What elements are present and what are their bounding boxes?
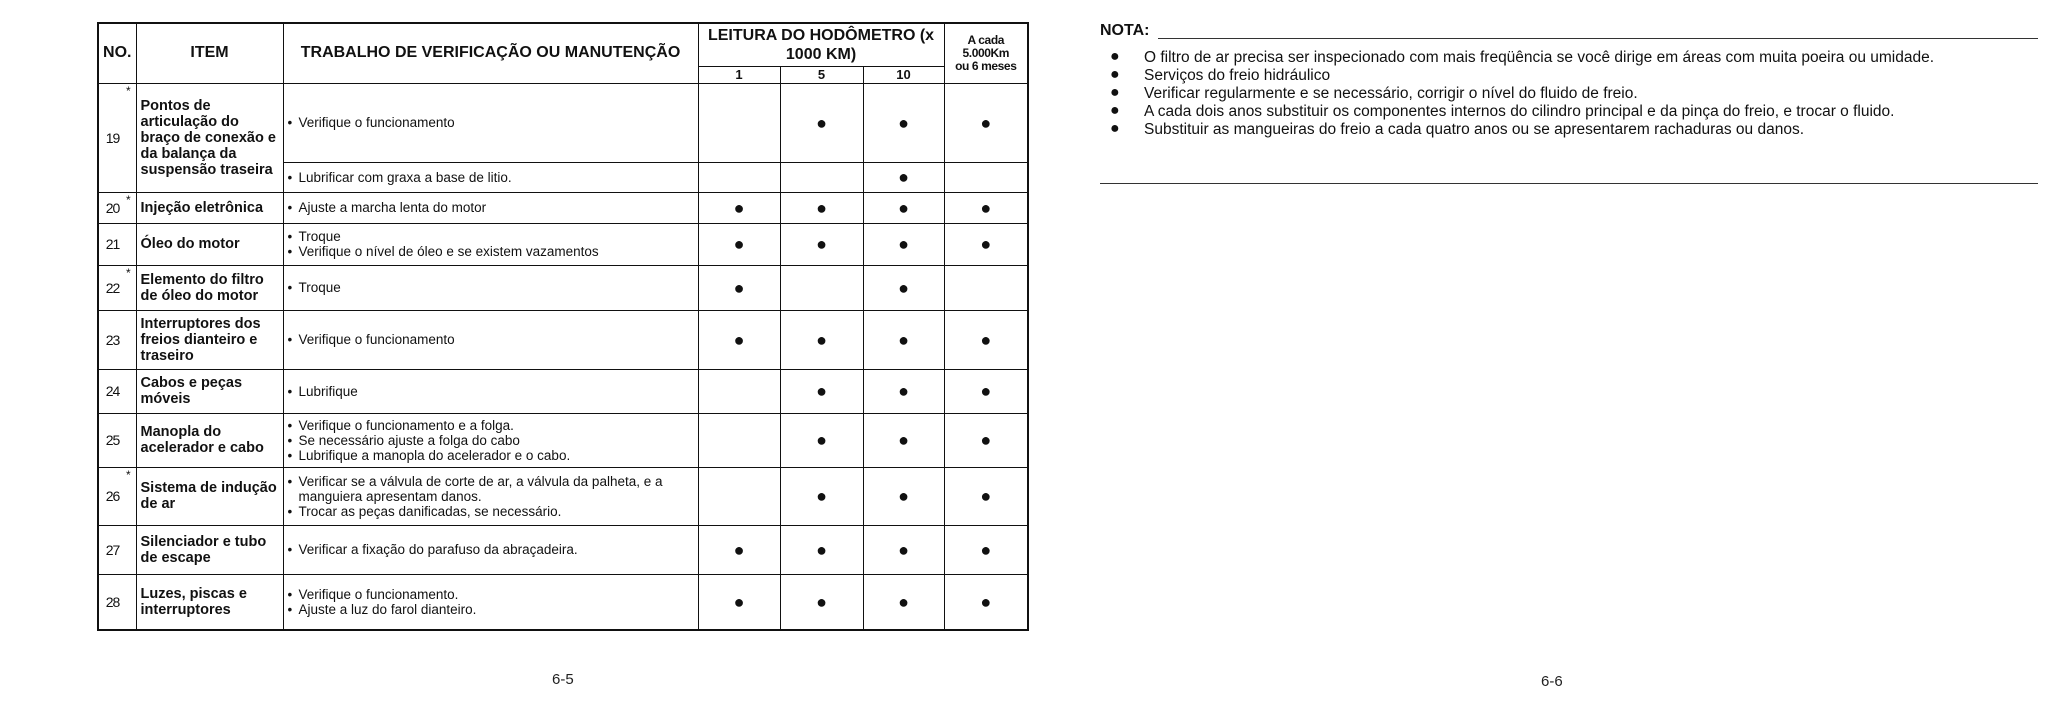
mark-cell-each-5000km [944,83,1028,162]
mark-cell-each-5000km [944,574,1028,630]
nota-bullet: ● [1110,120,1120,137]
nota-text: A cada dois anos substituir os componentes internos do cilindro principal e da pinça do freio, e trocar o fluido. [1144,103,1895,120]
row-star-marker: * [126,265,136,310]
row-item: Manopla do acelerador e cabo [136,413,283,467]
row-star-marker [126,413,136,467]
bullet-mark: ● [898,277,909,298]
row-number: 26 [98,467,126,525]
mark-cell-km-10 [863,413,944,467]
bullet-mark: ● [898,486,909,506]
table-row [98,310,1028,369]
row-star-marker [126,223,136,265]
table-row [98,192,1028,223]
row-task [283,192,698,223]
nota-text: Verificar regularmente e se necessário, corrigir o nível do fluido de freio. [1144,85,1638,102]
mark-cell-each-5000km [944,467,1028,525]
bullet-mark: ● [733,539,745,560]
bullet-mark: ● [733,591,745,612]
row-task [283,369,698,413]
task-line: • Trocar as peças danificadas, se necessário. [288,504,694,519]
row-item: Pontos de articulação do braço de conexão e da balança da suspensão traseira [136,83,283,192]
task-line: • Verifique o funcionamento e a folga. [288,418,694,433]
row-item: Silenciador e tubo de escape [136,525,283,574]
task-line: • Troque [288,280,694,295]
row-number: 25 [98,413,126,467]
table-row [98,413,1028,467]
bullet-mark: ● [898,112,909,133]
bullet-mark: ● [816,591,827,612]
task-line: • Verificar a fixação do parafuso da abraçadeira. [288,542,694,557]
mark-cell-each-5000km [944,369,1028,413]
mark-cell-km-10 [863,310,944,369]
bullet-mark: ● [816,430,827,450]
mark-cell-each-5000km [944,413,1028,467]
row-star-marker: * [126,467,136,525]
table-row [98,467,1028,525]
nota-item [1110,85,2035,102]
bullet-mark: ● [898,197,909,218]
bullet-mark: ● [816,234,827,254]
task-line: • Verificar se a válvula de corte de ar, a válvula da palheta, e a manguiera apresentam danos. [288,474,694,504]
mark-cell-km-5 [780,162,863,192]
bullet-mark: ● [898,539,909,560]
row-item: Elemento do filtro de óleo do motor [136,265,283,310]
row-star-marker [126,310,136,369]
mark-cell-km-10 [863,369,944,413]
table-row [98,223,1028,265]
table-header-row [98,23,1028,66]
mark-cell-km-5 [780,223,863,265]
mark-cell-km-1 [698,525,780,574]
task-line: • Se necessário ajuste a folga do cabo [288,433,694,448]
row-number: 28 [98,574,126,630]
mark-cell-km-1 [698,265,780,310]
mark-cell-km-1 [698,467,780,525]
bullet-mark: ● [980,539,992,560]
right-page-number: 6-6 [1541,673,1563,690]
row-star-marker [126,574,136,630]
header-each-line2: 5.000Km [962,45,1010,60]
row-task [283,467,698,525]
mark-cell-km-10 [863,223,944,265]
nota-text: O filtro de ar precisa ser inspecionado com mais freqüência se você dirige em áreas com muita poeira ou umidade. [1144,49,1935,66]
bullet-mark: ● [733,329,745,350]
mark-cell-km-10 [863,162,944,192]
row-number: 21 [98,223,126,265]
table-row [98,369,1028,413]
mark-cell-km-10 [863,525,944,574]
mark-cell-km-1 [698,162,780,192]
table-row [98,83,1028,162]
header-each-line1: A cada [967,32,1005,47]
mark-cell-km-1 [698,574,780,630]
bullet-mark: ● [980,234,992,254]
nota-bullet: ● [1110,102,1120,119]
header-odometer: LEITURA DO HODÔMETRO (x 1000 KM) [698,23,944,66]
task-line: • Verifique o funcionamento [288,332,694,347]
table-row [98,525,1028,574]
row-task [283,162,698,192]
mark-cell-each-5000km [944,162,1028,192]
bullet-mark: ● [898,167,909,187]
bullet-mark: ● [733,234,745,254]
mark-cell-km-5 [780,310,863,369]
row-star-marker [126,525,136,574]
header-each-interval [944,23,1028,83]
bullet-mark: ● [816,329,827,350]
mark-cell-each-5000km [944,525,1028,574]
row-task [283,223,698,265]
mark-cell-each-5000km [944,223,1028,265]
bullet-mark: ● [898,381,909,401]
mark-cell-km-10 [863,83,944,162]
header-km-1: 1 [698,66,780,83]
mark-cell-km-5 [780,192,863,223]
table-row [98,574,1028,630]
mark-cell-each-5000km [944,192,1028,223]
mark-cell-km-10 [863,467,944,525]
table-row [98,265,1028,310]
mark-cell-km-1 [698,369,780,413]
header-item: ITEM [136,23,283,83]
nota-top-rule [1158,38,2038,39]
bullet-mark: ● [733,197,745,218]
row-star-marker: * [126,192,136,223]
nota-item [1110,67,2035,84]
nota-bullet: ● [1110,66,1120,83]
task-line: • Verifique o nível de óleo e se existem vazamentos [288,244,694,259]
nota-text: Serviços do freio hidráulico [1144,67,1331,84]
row-star-marker [126,369,136,413]
bullet-mark: ● [816,197,827,218]
row-item: Luzes, piscas e interruptores [136,574,283,630]
bullet-mark: ● [816,112,827,133]
task-line: • Ajuste a marcha lenta do motor [288,200,694,215]
task-line: • Verifique o funcionamento [288,115,694,130]
mark-cell-km-5 [780,83,863,162]
nota-item [1110,121,2035,138]
mark-cell-km-5 [780,574,863,630]
nota-bullet: ● [1110,48,1120,65]
bullet-mark: ● [733,277,745,298]
row-item: Sistema de indução de ar [136,467,283,525]
bullet-mark: ● [980,197,992,218]
task-line: • Ajuste a luz do farol dianteiro. [288,602,694,617]
bullet-mark: ● [980,329,992,350]
table-body [98,83,1028,630]
mark-cell-km-1 [698,223,780,265]
mark-cell-km-5 [780,467,863,525]
mark-cell-km-5 [780,413,863,467]
mark-cell-km-1 [698,310,780,369]
row-task [283,265,698,310]
row-task [283,525,698,574]
bullet-mark: ● [898,329,909,350]
row-number: 24 [98,369,126,413]
row-item: Injeção eletrônica [136,192,283,223]
row-item: Interruptores dos freios dianteiro e traseiro [136,310,283,369]
nota-title: NOTA: [1100,22,1150,39]
bullet-mark: ● [980,112,992,133]
bullet-mark: ● [816,539,827,560]
mark-cell-km-1 [698,192,780,223]
bullet-mark: ● [816,381,827,401]
row-item: Cabos e peças móveis [136,369,283,413]
task-line: • Lubrificar com graxa a base de litio. [288,170,694,185]
mark-cell-km-10 [863,192,944,223]
mark-cell-km-10 [863,265,944,310]
task-line: • Lubrifique [288,384,694,399]
mark-cell-km-1 [698,83,780,162]
bullet-mark: ● [898,430,909,450]
header-km-5: 5 [780,66,863,83]
mark-cell-km-5 [780,369,863,413]
row-number: 23 [98,310,126,369]
bullet-mark: ● [980,381,992,401]
row-number: 20 [98,192,126,223]
nota-text: Substituir as mangueiras do freio a cada quatro anos ou se apresentarem rachaduras ou danos. [1144,121,1805,138]
row-task [283,310,698,369]
nota-bullet: ● [1110,84,1120,101]
task-line: • Troque [288,229,694,244]
mark-cell-km-1 [698,413,780,467]
header-km-10: 10 [863,66,944,83]
bullet-mark: ● [980,486,992,506]
nota-item [1110,103,2035,120]
mark-cell-km-10 [863,574,944,630]
bullet-mark: ● [898,234,909,254]
task-line: • Verifique o funcionamento. [288,587,694,602]
left-page-number: 6-5 [552,671,574,688]
row-item: Óleo do motor [136,223,283,265]
mark-cell-km-5 [780,525,863,574]
row-number: 19 [98,83,126,192]
row-number: 22 [98,265,126,310]
row-star-marker: * [126,83,136,192]
task-line: • Lubrifique a manopla do acelerador e o cabo. [288,448,694,463]
maintenance-table [97,22,1029,631]
bullet-mark: ● [898,591,909,612]
row-number: 27 [98,525,126,574]
nota-list [1110,49,2035,139]
mark-cell-each-5000km [944,265,1028,310]
bullet-mark: ● [980,591,992,612]
mark-cell-km-5 [780,265,863,310]
nota-item [1110,49,2035,66]
header-task: TRABALHO DE VERIFICAÇÃO OU MANUTENÇÃO [283,23,698,83]
row-task [283,574,698,630]
bullet-mark: ● [816,486,827,506]
bullet-mark: ● [980,430,992,450]
mark-cell-each-5000km [944,310,1028,369]
header-no: NO. [98,23,136,83]
row-task [283,413,698,467]
row-task [283,83,698,162]
header-each-line3: ou 6 meses [955,58,1017,73]
nota-bottom-rule [1100,183,2038,184]
